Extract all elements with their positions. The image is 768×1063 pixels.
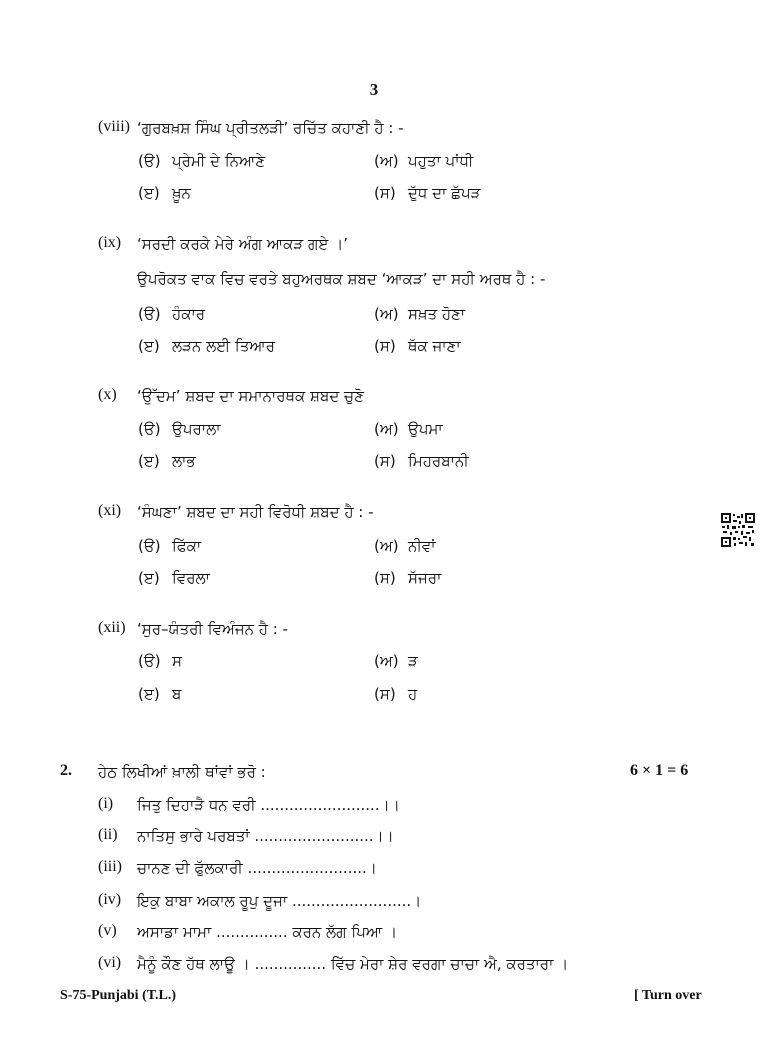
item-number: (iii) [98,858,122,875]
option-label: (ਅ) [374,537,399,555]
option-b [374,152,473,170]
option-label: (ੲ) [138,337,160,355]
option-b [374,537,436,555]
option-d [374,569,441,587]
question-text: ‘ਉੱਦਮ’ ਸ਼ਬਦ ਦਾ ਸਮਾਨਾਰਥਕ ਸ਼ਬਦ ਚੁਣੋ [137,387,364,405]
option-label: (ਸ) [374,685,396,703]
option-label: (ੳ) [138,537,161,555]
option-text: ੜ [408,652,418,670]
option-text: ਉਪਮਾ [408,420,443,438]
item-number: (ii) [98,826,118,843]
option-label: (ਅ) [374,152,399,170]
item-text: ਅਸਾਡਾ ਮਾਮਾ ............... ਕਰਨ ਲੱਗ ਪਿਆ । [137,923,398,941]
option-c [138,337,275,355]
option-label: (ਅ) [374,305,399,323]
option-text: ਲੜਨ ਲਈ ਤਿਆਰ [172,337,275,355]
option-d [374,337,461,355]
qr-code-icon [720,512,756,548]
option-b [374,652,418,670]
option-label: (ੳ) [138,305,161,323]
option-text: ਬ [172,685,182,703]
option-text: ਲਾਭ [172,452,196,470]
option-label: (ੳ) [138,152,161,170]
option-text: ਪ੍ਰੇਮੀ ਦੇ ਨਿਆਣੇ [172,152,266,170]
question-number: 2. [60,762,72,779]
option-text: ਸੱਜਰਾ [408,569,442,587]
question-text: ‘ਸੰਘਣਾ’ ਸ਼ਬਦ ਦਾ ਸਹੀ ਵਿਰੋਧੀ ਸ਼ਬਦ ਹੈ : - [137,503,374,521]
item-number: (v) [98,922,117,939]
option-c [138,452,196,470]
option-text: ਖ਼ੂਨ [172,184,191,202]
question-text: ‘ਸੁਰ–ਯੰਤਰੀ ਵਿਅੰਜਨ ਹੈ : - [137,620,289,638]
item-text: ਜਿਤੁ ਦਿਹਾੜੈ ਧਨ ਵਰੀ .........................।। [137,796,400,814]
page-number: 3 [369,80,379,99]
option-d [374,685,417,703]
option-label: (ਅ) [374,652,399,670]
paper-code: S-75-Punjabi (T.L.) [60,988,177,1003]
option-label: (ਸ) [374,337,396,355]
option-text: ਵਿਰਲਾ [172,569,210,587]
option-text: ਨੀਵਾਂ [408,537,436,555]
option-label: (ੲ) [138,685,160,703]
question-number: (viii) [98,118,130,135]
option-label: (ੲ) [138,184,160,202]
option-a [138,420,221,438]
question-number: (x) [98,386,117,403]
option-label: (ਸ) [374,569,396,587]
option-text: ਪਹੁਤਾ ਪਾਂਧੀ [408,152,474,170]
option-b [374,420,443,438]
option-label: (ਅ) [374,420,399,438]
item-text: ਮੈਨੂੰ ਕੌਣ ਹੱਥ ਲਾਊ । ............... ਵਿੱਚ ਮੇਰਾ ਸ਼ੇਰ ਵਰਗਾ ਚਾਚਾ ਐ, ਕਰਤਾਰਾ । [137,955,569,973]
turn-over: [ Turn over [634,988,702,1003]
item-number: (iv) [98,891,122,908]
option-text: ਫਿੱਕਾ [172,537,202,555]
option-text: ਮਿਹਰਬਾਨੀ [408,452,469,470]
option-a [138,537,201,555]
option-label: (ਸ) [374,184,396,202]
option-text: ਹੰਕਾਰ [172,305,206,323]
item-text: ਇਕੁ ਬਾਬਾ ਅਕਾਲ ਰੂਪੁ ਦੂਜਾ .........................। [137,892,422,910]
question-number: (xii) [98,619,126,636]
question-number: (ix) [98,234,122,251]
option-text: ਥੱਕ ਜਾਣਾ [408,337,461,355]
option-label: (ੲ) [138,452,160,470]
option-d [374,452,469,470]
option-text: ਸ [172,652,182,670]
option-a [138,652,182,670]
option-text: ਹ [408,685,418,703]
question-number: (xi) [98,502,122,519]
option-text: ਉਪਰਾਲਾ [172,420,221,438]
option-label: (ੳ) [138,652,161,670]
option-text: ਦੁੱਧ ਦਾ ਛੱਪੜ [408,184,481,202]
option-c [138,184,191,202]
option-a [138,152,265,170]
item-text: ਚਾਨਣ ਦੀ ਫੁੱਲਕਾਰੀ .........................। [137,859,377,877]
question-subtext: ਉਪਰੋਕਤ ਵਾਕ ਵਿਚ ਵਰਤੇ ਬਹੁਅਰਥਕ ਸ਼ਬਦ ‘ਆਕੜ’ ਦਾ ਸਹੀ ਅਰਥ ਹੈ : - [137,270,546,288]
question-text: ਹੇਠ ਲਿਖੀਆਂ ਖ਼ਾਲੀ ਥਾਂਵਾਂ ਭਰੋ : [98,763,266,781]
option-c [138,569,210,587]
item-number: (i) [98,795,114,812]
option-text: ਸਖ਼ਤ ਹੋਣਾ [408,305,466,323]
option-label: (ੲ) [138,569,160,587]
question-text: ‘ਸਰਦੀ ਕਰਕੇ ਮੇਰੇ ਅੰਗ ਆਕੜ ਗਏ ।’ [137,235,349,253]
option-b [374,305,465,323]
option-d [374,184,480,202]
option-c [138,685,181,703]
item-text: ਨਾਤਿਸੁ ਭਾਰੇ ਪਰਬਤਾਂ .........................।। [137,827,394,845]
question-text: ‘ਗੁਰਬਖ਼ਸ਼ ਸਿੰਘ ਪ੍ਰੀਤਲੜੀ’ ਰਚਿੱਤ ਕਹਾਣੀ ਹੈ : - [137,119,404,137]
item-number: (vi) [98,954,122,971]
option-label: (ੳ) [138,420,161,438]
marks: 6 × 1 = 6 [630,762,689,779]
option-label: (ਸ) [374,452,396,470]
option-a [138,305,205,323]
